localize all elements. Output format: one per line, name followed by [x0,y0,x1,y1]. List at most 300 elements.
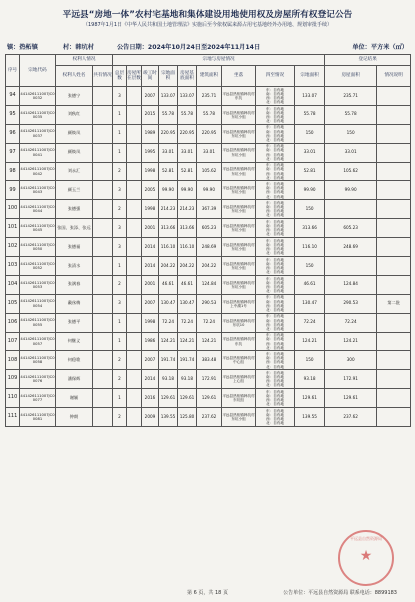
cell-build: 237.62 [197,408,222,427]
meta-town: 镇：热柘镇 [7,44,38,51]
cell-floors: 2 [113,351,127,370]
cell-seq: 95 [6,105,20,124]
page-subtitle: （1987年1月1日《中华人民共和国土地管理法》实施后至今依权属来源占用宅基地经外办用地、规划审批手续） [82,22,333,28]
cell-bound: 东：自有地 南：自有地 西：自有地 北：自有地 [256,370,295,389]
cell-base: 214.23 [178,200,197,219]
meta-period: 公告日期：2024年10月24日至2024年11月14日 [117,44,261,51]
cell-code: 441426111007JC00044 [20,200,56,219]
cell-rbuild: 235.71 [325,87,377,106]
announcement-meta [5,40,410,52]
header-code: 宗地代码 [20,55,56,87]
cell-base: 124.21 [178,332,197,351]
cell-floor [127,219,142,238]
cell-share [93,275,113,294]
footer-signature: 公告单位：平远县自然资源局 联系电话：8899183 [283,590,397,596]
cell-name: 张德宁 [56,87,93,106]
cell-share [93,408,113,427]
cell-floor [127,238,142,257]
cell-remark [377,238,411,257]
table-row [6,219,411,238]
cell-base: 129.61 [178,389,197,408]
cell-build: 55.78 [197,105,222,124]
cell-addr: 平远县热柘镇韩坑村东坑小组 [222,181,256,200]
cell-year: 2009 [142,408,159,427]
cell-bound: 东：自有地 南：自有地 西：自有地 北：自有地 [256,389,295,408]
cell-base: 52.81 [178,162,197,181]
cell-base: 99.90 [178,181,197,200]
cell-share [93,294,113,313]
cell-bound: 东：自有地 南：自有地 西：自有地 北：自有地 [256,313,295,332]
cell-land: 133.07 [159,87,178,106]
cell-name: 颜焕凤 [56,143,93,162]
cell-build: 172.91 [197,370,222,389]
header-seq: 序号 [6,55,20,87]
cell-share [93,389,113,408]
cell-code: 441426111007JC00042 [20,162,56,181]
cell-code: 441426111007JC00050 [20,238,56,257]
cell-code: 441426111007JC00076 [20,370,56,389]
cell-build: 124.21 [197,332,222,351]
cell-remark [377,219,411,238]
cell-code: 441426111007JC00043 [20,181,56,200]
cell-share [93,332,113,351]
cell-rbuild: 300 [325,351,377,370]
cell-year: 2007 [142,351,159,370]
cell-floor [127,294,142,313]
cell-land: 99.90 [159,181,178,200]
cell-base: 46.61 [178,275,197,294]
cell-floor [127,257,142,276]
table-row [6,143,411,162]
cell-share [93,162,113,181]
cell-addr: 平远县热柘镇韩坑村东坑小组 [222,275,256,294]
cell-seq: 99 [6,181,20,200]
cell-year: 2016 [142,389,159,408]
cell-year: 1998 [142,200,159,219]
header-total-floors: 总层数 [113,66,127,87]
cell-remark [377,332,411,351]
header-share: 共有情况 [93,66,113,87]
cell-addr: 平远县热柘镇韩坑村东坑小组 [222,238,256,257]
cell-rbuild: 105.62 [325,162,377,181]
cell-code: 441426111007JC00053 [20,275,56,294]
cell-floor [127,389,142,408]
cell-code: 441426111007JC00045 [20,219,56,238]
cell-floors: 3 [113,181,127,200]
header-floor: 房屋所在层数 [127,66,142,87]
cell-land: 72.24 [159,313,178,332]
header-reg-land: 宗地面积 [295,66,325,87]
cell-floor [127,313,142,332]
cell-code: 441426111007JC00037 [20,124,56,143]
cell-floors: 3 [113,87,127,106]
cell-bound: 东：自有地 南：自有地 西：自有地 北：自有地 [256,219,295,238]
cell-floor [127,181,142,200]
cell-seq: 96 [6,124,20,143]
cell-bound: 东：自有地 南：自有地 西：自有地 北：自有地 [256,332,295,351]
cell-code: 441426111007JC00057 [20,332,56,351]
cell-remark [377,162,411,181]
cell-year: 2005 [142,181,159,200]
cell-remark [377,143,411,162]
table-row [6,370,411,389]
cell-rbuild: 605.23 [325,219,377,238]
cell-name: 谢颖 [56,389,93,408]
cell-build: 290.53 [197,294,222,313]
cell-base: 204.22 [178,257,197,276]
cell-base: 116.10 [178,238,197,257]
cell-remark [377,200,411,219]
registration-table [5,54,411,427]
cell-bound: 东：自有地 南：自有地 西：自有地 北：自有地 [256,162,295,181]
table-row [6,408,411,427]
cell-share [93,181,113,200]
cell-seq: 107 [6,332,20,351]
header-name: 权利人姓名 [56,66,93,87]
cell-base: 125.80 [178,408,197,427]
cell-addr: 平远县热柘镇韩坑村东坑小组 [222,124,256,143]
meta-unit: 单位：平方米（㎡） [352,44,408,51]
cell-base: 72.24 [178,313,197,332]
cell-year: 2001 [142,219,159,238]
cell-rland: 116.10 [295,238,325,257]
cell-seq: 109 [6,370,20,389]
cell-bound: 东：自有地 南：自有地 西：自有地 北：自有地 [256,294,295,313]
cell-build: 129.61 [197,389,222,408]
table-row [6,105,411,124]
cell-rland: 150 [295,257,325,276]
cell-rland: 55.78 [295,105,325,124]
cell-year: 1998 [142,162,159,181]
header-boundary: 四至情况 [256,66,295,87]
cell-year: 1989 [142,124,159,143]
cell-remark [377,275,411,294]
cell-bound: 东：自有地 南：自有地 西：自有地 北：自有地 [256,257,295,276]
cell-year: 1998 [142,313,159,332]
cell-name: 张清水 [56,257,93,276]
cell-base: 133.07 [178,87,197,106]
cell-name: 刘永汇 [56,162,93,181]
table-row [6,294,411,313]
cell-seq: 98 [6,162,20,181]
cell-addr: 平远县热柘镇韩坑村东坑小组 [222,200,256,219]
cell-code: 441426111007JC00077 [20,389,56,408]
header-year: 竣工时间 [142,66,159,87]
cell-seq: 97 [6,143,20,162]
cell-rbuild: 150 [325,124,377,143]
table-body [6,87,411,427]
cell-addr: 平远县热柘镇韩坑村东坑 [222,87,256,106]
cell-build: 605.23 [197,219,222,238]
cell-remark [377,408,411,427]
cell-remark [377,87,411,106]
cell-rland: 139.55 [295,408,325,427]
cell-name: 张德强 [56,200,93,219]
cell-bound: 东：自有地 南：自有地 西：自有地 北：自有地 [256,238,295,257]
cell-remark [377,257,411,276]
cell-rbuild [325,257,377,276]
cell-floor [127,87,142,106]
cell-remark [377,351,411,370]
cell-code: 441426111007JC00041 [20,143,56,162]
cell-addr: 平远县热柘镇韩坑村上中湖1号 [222,294,256,313]
cell-remark [377,124,411,143]
cell-floors: 2 [113,275,127,294]
cell-seq: 104 [6,275,20,294]
cell-floor [127,370,142,389]
cell-land: 46.61 [159,275,178,294]
cell-base: 33.01 [178,143,197,162]
cell-code: 441426111007JC00058 [20,351,56,370]
table-row [6,275,411,294]
cell-rland: 129.61 [295,389,325,408]
cell-share [93,313,113,332]
cell-rbuild: 124.84 [325,275,377,294]
cell-land: 93.18 [159,370,178,389]
cell-code: 441426111007JC00032 [20,87,56,106]
cell-year: 2007 [142,87,159,106]
header-address: 坐落 [222,66,256,87]
cell-floor [127,275,142,294]
cell-floor [127,124,142,143]
cell-seq: 105 [6,294,20,313]
cell-land: 139.55 [159,408,178,427]
cell-rland: 72.24 [295,313,325,332]
cell-base: 55.78 [178,105,197,124]
cell-name: 何稳歌 [56,351,93,370]
cell-code: 441426111007JC00055 [20,313,56,332]
cell-floors: 1 [113,313,127,332]
meta-village: 村：韩坑村 [63,44,94,51]
cell-seq: 102 [6,238,20,257]
cell-remark [377,181,411,200]
cell-land: 313.66 [159,219,178,238]
cell-base: 220.95 [178,124,197,143]
page-footer [0,587,415,599]
cell-build: 248.69 [197,238,222,257]
cell-addr: 平远县热柘镇韩坑村东坑小组 [222,408,256,427]
cell-land: 129.61 [159,389,178,408]
cell-build: 220.95 [197,124,222,143]
cell-floors: 3 [113,294,127,313]
header-base-area: 房屋基底面积 [178,66,197,87]
cell-name: 颜焕凤 [56,124,93,143]
cell-build: 235.71 [197,87,222,106]
table-row [6,389,411,408]
cell-floors: 1 [113,143,127,162]
cell-year: 1986 [142,332,159,351]
cell-rbuild: 72.24 [325,313,377,332]
cell-bound: 东：自有地 南：自有地 西：自有地 北：自有地 [256,275,295,294]
cell-bound: 东：自有地 南：自有地 西：自有地 北：自有地 [256,408,295,427]
cell-floor [127,143,142,162]
cell-build: 367.39 [197,200,222,219]
cell-share [93,105,113,124]
cell-name: 张国、张添、张远 [56,219,93,238]
table-row [6,200,411,219]
cell-remark [377,389,411,408]
cell-year: 2014 [142,370,159,389]
cell-remark: 第二批 [377,294,411,313]
cell-rland: 150 [295,124,325,143]
header-owner-group: 权利人情况 [56,55,113,66]
cell-floors: 1 [113,257,127,276]
cell-floors: 2 [113,408,127,427]
cell-floors: 3 [113,219,127,238]
cell-seq: 100 [6,200,20,219]
cell-seq: 103 [6,257,20,276]
cell-share [93,238,113,257]
cell-floors: 2 [113,200,127,219]
cell-rbuild: 33.01 [325,143,377,162]
table-row [6,257,411,276]
cell-land: 52.81 [159,162,178,181]
cell-seq: 108 [6,351,20,370]
cell-rland: 150 [295,351,325,370]
cell-build: 72.24 [197,313,222,332]
cell-base: 130.47 [178,294,197,313]
table-row [6,87,411,106]
cell-rland: 52.81 [295,162,325,181]
cell-rbuild: 172.91 [325,370,377,389]
cell-land: 55.78 [159,105,178,124]
cell-name: 钟朗 [56,408,93,427]
cell-bound: 东：自有地 南：自有地 西：自有地 北：自有地 [256,181,295,200]
cell-bound: 东：自有地 南：自有地 西：自有地 北：自有地 [256,124,295,143]
cell-floor [127,332,142,351]
header-reg-build: 房屋面积 [325,66,377,87]
cell-addr: 平远县热柘镇韩坑村东坑小组 [222,162,256,181]
cell-code: 441426111007JC00052 [20,257,56,276]
cell-year: 2014 [142,257,159,276]
cell-rland: 124.21 [295,332,325,351]
cell-land: 191.74 [159,351,178,370]
cell-rland: 130.47 [295,294,325,313]
cell-addr: 平远县热柘镇韩坑村上心组 [222,370,256,389]
cell-addr: 平远县热柘镇韩坑村东坑10 [222,313,256,332]
cell-land: 130.47 [159,294,178,313]
cell-build: 124.84 [197,275,222,294]
cell-name: 张德福 [56,238,93,257]
cell-year: 1995 [142,143,159,162]
cell-bound: 东：自有地 南：自有地 西：自有地 北：自有地 [256,87,295,106]
cell-floors: 1 [113,105,127,124]
cell-share [93,200,113,219]
cell-remark [377,105,411,124]
cell-share [93,124,113,143]
cell-floors: 2 [113,162,127,181]
cell-share [93,87,113,106]
cell-floor [127,408,142,427]
cell-rbuild: 99.90 [325,181,377,200]
cell-code: 441426111007JC00035 [20,105,56,124]
cell-name: 张德平 [56,313,93,332]
cell-share [93,143,113,162]
cell-floors: 1 [113,124,127,143]
table-row [6,124,411,143]
cell-remark [377,370,411,389]
cell-floor [127,351,142,370]
table-row [6,351,411,370]
cell-build: 33.01 [197,143,222,162]
cell-name: 潘保辉 [56,370,93,389]
cell-addr: 平远县热柘镇韩坑村东坑组 [222,389,256,408]
cell-rland: 33.01 [295,143,325,162]
page-number: 第 6 页，共 18 页 [187,590,228,596]
cell-name: 何继义 [56,332,93,351]
cell-addr: 平远县热柘镇韩坑村东坑小组 [222,105,256,124]
cell-land: 220.95 [159,124,178,143]
cell-land: 214.23 [159,200,178,219]
table-row [6,313,411,332]
cell-year: 2015 [142,105,159,124]
cell-floors: 1 [113,389,127,408]
cell-rbuild: 290.53 [325,294,377,313]
header-reg-group: 登记结果 [325,55,411,66]
cell-name: 刘秋红 [56,105,93,124]
cell-seq: 101 [6,219,20,238]
cell-addr: 平远县热柘镇韩坑村东坑小组 [222,143,256,162]
cell-build: 383.48 [197,351,222,370]
cell-bound: 东：自有地 南：自有地 西：自有地 北：自有地 [256,105,295,124]
cell-code: 441426111007JC00081 [20,408,56,427]
table-row [6,238,411,257]
header-parcel-group: 宗地与房屋情况 [113,55,325,66]
cell-rland: 93.18 [295,370,325,389]
cell-rland: 46.61 [295,275,325,294]
header-remark: 情况说明 [377,66,411,87]
cell-code: 441426111007JC00054 [20,294,56,313]
cell-rbuild [325,200,377,219]
cell-year: 2007 [142,294,159,313]
cell-build: 105.62 [197,162,222,181]
table-row [6,162,411,181]
cell-build: 204.22 [197,257,222,276]
cell-addr: 平远县热柘镇韩坑村东坑 [222,332,256,351]
official-seal [338,530,394,586]
cell-addr: 平远县热柘镇韩坑村东坑小组 [222,219,256,238]
cell-land: 33.01 [159,143,178,162]
cell-rbuild: 237.62 [325,408,377,427]
cell-rland: 99.90 [295,181,325,200]
cell-floors: 3 [113,238,127,257]
cell-land: 204.22 [159,257,178,276]
cell-bound: 东：自有地 南：自有地 西：自有地 北：自有地 [256,143,295,162]
cell-addr: 平远县热柘镇韩坑村东坑小组 [222,257,256,276]
cell-rbuild: 55.78 [325,105,377,124]
seal-text: 平远县自然资源局 [350,536,382,541]
cell-name: 张满春 [56,275,93,294]
cell-share [93,351,113,370]
cell-name: 戴丝梅 [56,294,93,313]
cell-seq: 110 [6,389,20,408]
cell-rbuild: 124.21 [325,332,377,351]
table-row [6,332,411,351]
cell-seq: 111 [6,408,20,427]
cell-rland: 313.66 [295,219,325,238]
cell-year: 2014 [142,238,159,257]
cell-bound: 东：自有地 南：自有地 西：自有地 北：自有地 [256,351,295,370]
cell-land: 116.10 [159,238,178,257]
cell-land: 124.21 [159,332,178,351]
page-title: 平远县“房地一体”农村宅基地和集体建设用地使用权及房屋所有权登记公告 [62,10,353,20]
cell-floors: 2 [113,370,127,389]
header-land-area: 宗地面积 [159,66,178,87]
cell-floors: 1 [113,332,127,351]
cell-share [93,219,113,238]
cell-rbuild: 248.69 [325,238,377,257]
cell-floor [127,105,142,124]
